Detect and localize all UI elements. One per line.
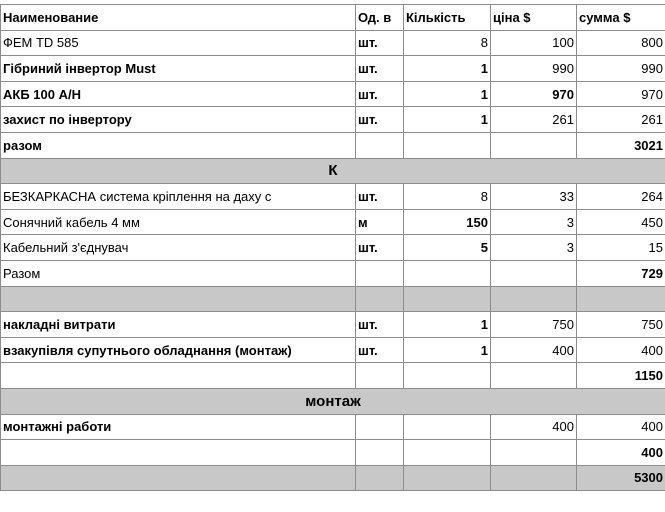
subtotal-row <box>1 132 665 158</box>
table-row <box>1 312 665 338</box>
empty-cell <box>577 286 665 312</box>
item-sum: 15 <box>577 235 665 261</box>
item-name: Сонячний кабель 4 мм <box>1 209 356 235</box>
item-price: 400 <box>491 337 577 363</box>
empty-cell <box>356 440 404 466</box>
item-unit <box>356 414 404 440</box>
empty-cell <box>491 465 577 491</box>
item-price: 3 <box>491 235 577 261</box>
item-unit: шт. <box>356 184 404 210</box>
item-sum: 400 <box>577 337 665 363</box>
item-sum: 970 <box>577 81 665 107</box>
empty-cell <box>356 260 404 286</box>
item-sum: 400 <box>577 414 665 440</box>
subtotal-label: разом <box>1 132 356 158</box>
item-sum: 450 <box>577 209 665 235</box>
item-qty: 1 <box>404 56 491 82</box>
header-unit: Од. в <box>356 5 404 31</box>
item-unit: шт. <box>356 312 404 338</box>
empty-cell <box>356 132 404 158</box>
item-unit: шт. <box>356 235 404 261</box>
table-row <box>1 30 665 56</box>
item-name: БЕЗКАРКАСНА система кріплення на даху с <box>1 184 356 210</box>
item-name: захист по інвертору <box>1 107 356 133</box>
subtotal-row <box>1 440 665 466</box>
table-row <box>1 81 665 107</box>
empty-cell <box>491 132 577 158</box>
header-sum: сумма $ <box>577 5 665 31</box>
section-title: К <box>1 158 665 184</box>
item-qty <box>404 414 491 440</box>
subtotal-value: 3021 <box>577 132 665 158</box>
item-unit: шт. <box>356 107 404 133</box>
table-row <box>1 107 665 133</box>
item-unit: шт. <box>356 30 404 56</box>
subtotal-value: 400 <box>577 440 665 466</box>
item-sum: 750 <box>577 312 665 338</box>
header-row <box>1 5 665 31</box>
spacer-row <box>1 286 665 312</box>
table-row <box>1 184 665 210</box>
item-qty: 1 <box>404 107 491 133</box>
item-unit: шт. <box>356 81 404 107</box>
table-row <box>1 56 665 82</box>
item-price: 750 <box>491 312 577 338</box>
item-name: ФЕМ TD 585 <box>1 30 356 56</box>
section-row <box>1 158 665 184</box>
item-unit: шт. <box>356 56 404 82</box>
grand-total-value: 5300 <box>577 465 665 491</box>
empty-cell <box>1 440 356 466</box>
item-sum: 264 <box>577 184 665 210</box>
empty-cell <box>1 286 356 312</box>
subtotal-label: Разом <box>1 260 356 286</box>
item-price: 100 <box>491 30 577 56</box>
table-row <box>1 235 665 261</box>
grand-total-row <box>1 465 665 491</box>
item-price: 990 <box>491 56 577 82</box>
item-price: 261 <box>491 107 577 133</box>
section-row <box>1 388 665 414</box>
empty-cell <box>356 286 404 312</box>
item-qty: 1 <box>404 312 491 338</box>
empty-cell <box>404 363 491 389</box>
item-name: накладні витрати <box>1 312 356 338</box>
empty-cell <box>404 260 491 286</box>
subtotal-value: 1150 <box>577 363 665 389</box>
item-qty: 5 <box>404 235 491 261</box>
item-name: монтажні работи <box>1 414 356 440</box>
table-row <box>1 337 665 363</box>
item-qty: 8 <box>404 184 491 210</box>
empty-cell <box>356 465 404 491</box>
empty-cell <box>404 440 491 466</box>
item-name: АКБ 100 А/Н <box>1 81 356 107</box>
subtotal-value: 729 <box>577 260 665 286</box>
item-name: взакупівля супутнього обладнання (монтаж) <box>1 337 356 363</box>
section-title: монтаж <box>1 388 665 414</box>
empty-cell <box>1 465 356 491</box>
item-qty: 8 <box>404 30 491 56</box>
table-row <box>1 209 665 235</box>
item-name: Кабельний з'єднувач <box>1 235 356 261</box>
item-qty: 1 <box>404 81 491 107</box>
estimate-table <box>0 4 665 491</box>
item-sum: 800 <box>577 30 665 56</box>
subtotal-row <box>1 260 665 286</box>
item-unit: шт. <box>356 337 404 363</box>
table-row <box>1 414 665 440</box>
empty-cell <box>491 286 577 312</box>
item-sum: 990 <box>577 56 665 82</box>
empty-cell <box>404 132 491 158</box>
header-price: ціна $ <box>491 5 577 31</box>
item-unit: м <box>356 209 404 235</box>
empty-cell <box>404 465 491 491</box>
item-price: 400 <box>491 414 577 440</box>
item-sum: 261 <box>577 107 665 133</box>
item-price: 970 <box>491 81 577 107</box>
item-price: 3 <box>491 209 577 235</box>
item-qty: 150 <box>404 209 491 235</box>
empty-cell <box>491 260 577 286</box>
empty-cell <box>356 363 404 389</box>
header-qty: Кількість <box>404 5 491 31</box>
item-qty: 1 <box>404 337 491 363</box>
header-name: Наименование <box>1 5 356 31</box>
empty-cell <box>491 440 577 466</box>
empty-cell <box>1 363 356 389</box>
empty-cell <box>491 363 577 389</box>
subtotal-row <box>1 363 665 389</box>
item-name: Гібриний інвертор Must <box>1 56 356 82</box>
item-price: 33 <box>491 184 577 210</box>
empty-cell <box>404 286 491 312</box>
